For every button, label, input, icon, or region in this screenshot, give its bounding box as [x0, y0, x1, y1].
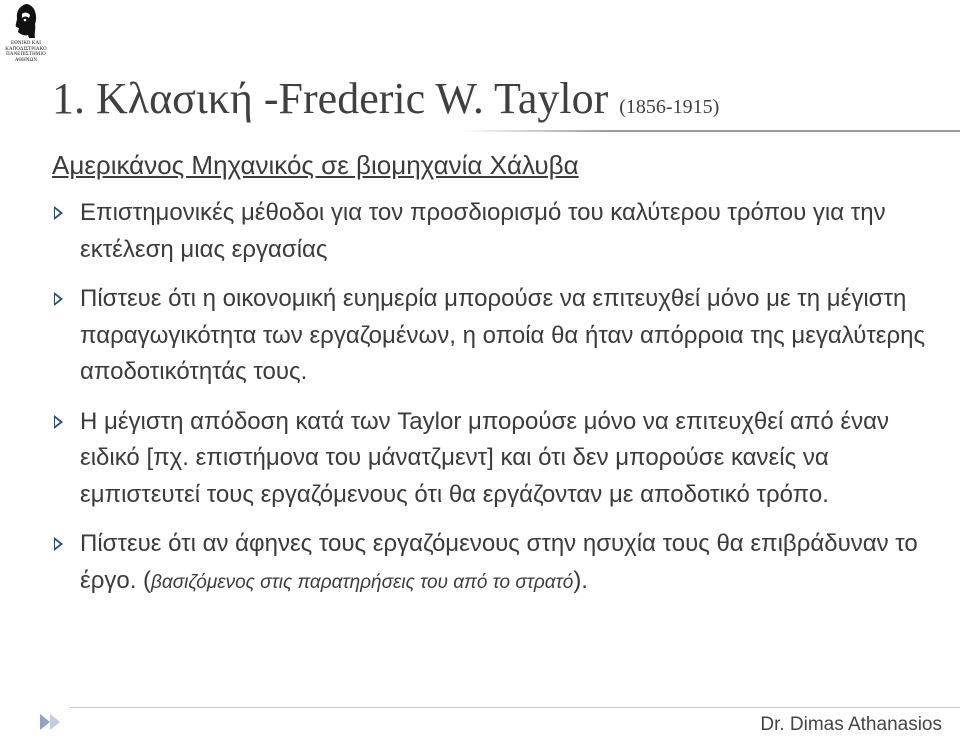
slide-title-years: (1856-1915) — [619, 96, 720, 118]
bullet-text: Πίστευε ότι αν άφηνες τους εργαζόμενους στην ησυχία τους θα επιβράδυναν το έργο. ( — [80, 530, 918, 594]
logo-text-line: ΕΘΝΙΚΟ ΚΑΙ — [11, 41, 41, 46]
footer-author: Dr. Dimas Athanasios — [760, 714, 942, 735]
triangle-bullet-icon — [54, 537, 63, 551]
logo-text-line: ΠΑΝΕΠΙΣΤΗΜΙΟ — [6, 52, 46, 58]
bullet-italic-note: βασιζόμενος στις παρατηρήσεις του από το στρατό — [151, 571, 574, 593]
bullet-item — [52, 526, 942, 601]
athena-head-logo — [13, 2, 39, 40]
bullet-item — [52, 404, 942, 514]
bullet-text-closing: ). — [573, 566, 588, 594]
double-chevron-icon — [38, 712, 64, 732]
footer-divider — [70, 707, 960, 708]
university-logo — [4, 2, 48, 68]
bullet-item — [52, 281, 942, 391]
triangle-bullet-icon — [54, 292, 63, 306]
bullet-item — [52, 195, 942, 268]
bullet-list — [52, 195, 942, 614]
logo-text-line: ΑΘΗΝΩΝ — [14, 57, 38, 63]
slide-title — [52, 72, 719, 134]
title-underline-divider — [460, 130, 960, 132]
triangle-bullet-icon — [54, 206, 63, 220]
bullet-text: Επιστημονικές μέθοδοι για τον προσδιορισμό του καλύτερου τρόπου για την εκτέλεση μιας εργασίας — [80, 199, 886, 263]
slide-title-text: 1. Κλασική -Frederic W. Taylor — [52, 74, 609, 123]
bullet-text: Η μέγιστη απόδοση κατά των Taylor μπορούσε μόνο να επιτευχθεί από έναν ειδικό [πχ. επιστήμονα του μάνατζμεντ] και ότι δεν μπορούσε κανείς να εμπιστευτεί τους εργαζόμενους ότι θα εργάζονταν με αποδοτικό τρόπο. — [80, 407, 889, 508]
logo-text-line: ΚΑΠΟΔΙΣΤΡΙΑΚΟ — [5, 46, 47, 52]
slide-subtitle: Αμερικάνος Μηχανικός σε βιομηχανία Χάλυβα — [52, 150, 579, 180]
triangle-bullet-icon — [54, 415, 63, 429]
bullet-text: Πίστευε ότι η οικονομική ευημερία μπορούσε να επιτευχθεί μόνο με τη μέγιστη παραγωγικότητα των εργαζομένων, η οποία θα ήταν απόρροια της μεγαλύτερης αποδοτικότητάς τους. — [80, 285, 926, 385]
